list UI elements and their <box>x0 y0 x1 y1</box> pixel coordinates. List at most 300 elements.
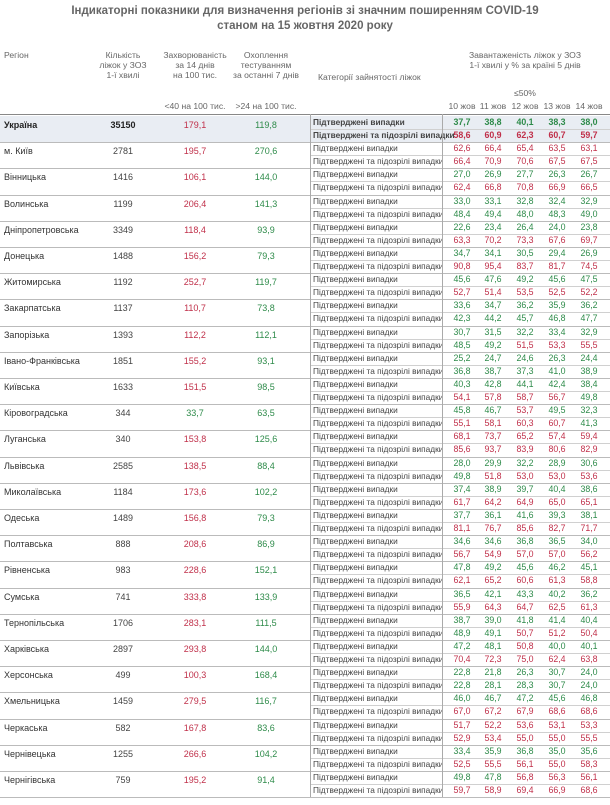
load-confirmed-value: 46,0 <box>453 693 471 704</box>
load-suspected-value: 56,2 <box>580 549 598 560</box>
category-confirmed: Підтверджені випадки <box>313 326 398 337</box>
load-confirmed-value: 38,3 <box>548 117 566 127</box>
load-confirmed-value: 52,2 <box>484 719 502 730</box>
category-confirmed-suspected: Підтверджені та підозрілі випадки <box>313 234 444 245</box>
load-confirmed-value: 37,4 <box>453 483 471 494</box>
incidence-value: 266,6 <box>183 748 207 759</box>
load-suspected-value: 55,5 <box>484 758 502 769</box>
region-name: Вінницька <box>4 172 46 183</box>
load-suspected-value: 81,1 <box>453 523 471 533</box>
load-suspected-value: 82,9 <box>580 444 598 455</box>
category-confirmed-suspected: Підтверджені та підозрілі випадки <box>313 627 444 638</box>
testing-value: 168,4 <box>254 670 278 681</box>
category-confirmed-suspected: Підтверджені та підозрілі випадки <box>313 339 444 350</box>
category-confirmed: Підтверджені випадки <box>313 457 398 468</box>
incidence-value: 106,1 <box>183 172 207 183</box>
region-name: Тернопільська <box>4 617 65 628</box>
testing-value: 73,8 <box>257 303 275 314</box>
load-suspected-value: 51,2 <box>548 627 566 638</box>
load-confirmed-value: 57,4 <box>548 431 566 442</box>
load-confirmed-value: 46,7 <box>484 693 502 704</box>
load-confirmed-value: 39,3 <box>548 510 566 520</box>
incidence-value: 228,6 <box>183 565 207 576</box>
beds-count: 1851 <box>112 355 134 366</box>
load-confirmed-value: 24,4 <box>580 352 598 363</box>
load-confirmed-value: 26,9 <box>580 248 598 258</box>
category-confirmed: Підтверджені випадки <box>313 719 398 730</box>
load-suspected-value: 67,5 <box>548 156 566 167</box>
load-suspected-value: 49,8 <box>580 392 598 402</box>
load-confirmed-value: 28,0 <box>453 457 471 468</box>
category-confirmed-suspected: Підтверджені та підозрілі випадки <box>313 444 444 455</box>
load-confirmed-value: 32,2 <box>516 457 534 468</box>
load-suspected-value: 64,9 <box>516 496 534 507</box>
load-confirmed-value: 30,7 <box>453 326 471 337</box>
load-suspected-value: 60,7 <box>548 130 566 140</box>
header-testing <box>226 50 306 80</box>
load-confirmed-value: 26,3 <box>516 667 534 678</box>
incidence-value: 173,6 <box>183 486 207 497</box>
load-suspected-value: 61,3 <box>548 575 566 586</box>
load-suspected-value: 80,6 <box>548 444 566 455</box>
category-confirmed: Підтверджені випадки <box>313 693 398 704</box>
load-suspected-value: 65,2 <box>484 575 502 586</box>
incidence-value: 138,5 <box>183 460 207 471</box>
category-confirmed-suspected: Підтверджені та підозрілі випадки <box>313 156 444 167</box>
category-confirmed: Підтверджені випадки <box>313 379 398 389</box>
load-confirmed-value: 51,7 <box>453 719 471 730</box>
load-confirmed-value: 38,7 <box>453 614 471 625</box>
load-confirmed-value: 53,7 <box>516 405 534 416</box>
category-confirmed: Підтверджені випадки <box>313 405 398 416</box>
beds-count: 1488 <box>112 251 134 261</box>
testing-value: 119,7 <box>255 277 277 288</box>
load-confirmed-value: 28,9 <box>548 457 566 468</box>
category-confirmed-suspected: Підтверджені та підозрілі випадки <box>313 732 444 743</box>
load-confirmed-value: 36,5 <box>453 588 471 599</box>
load-confirmed-value: 53,3 <box>580 719 598 730</box>
load-confirmed-value: 45,6 <box>548 693 566 704</box>
load-confirmed-value: 47,6 <box>484 274 502 285</box>
load-suspected-value: 55,0 <box>516 732 534 743</box>
testing-value: 111,5 <box>255 617 277 628</box>
load-confirmed-value: 36,8 <box>516 536 534 547</box>
load-confirmed-value: 49,2 <box>484 562 502 573</box>
load-suspected-value: 55,9 <box>453 601 471 612</box>
load-suspected-value: 67,5 <box>580 156 598 167</box>
beds-count: 340 <box>115 434 131 445</box>
beds-count: 1255 <box>112 748 134 759</box>
beds-count: 983 <box>115 565 131 576</box>
load-confirmed-value: 38,1 <box>580 510 598 520</box>
testing-value: 83,6 <box>257 722 275 733</box>
date-header: 14 жов <box>575 101 603 111</box>
load-suspected-value: 28,1 <box>484 680 502 691</box>
header-incidence <box>155 50 235 80</box>
incidence-value: 333,8 <box>183 591 207 602</box>
incidence-value: 208,6 <box>183 539 207 550</box>
load-suspected-value: 52,5 <box>548 287 566 298</box>
region-name: Рівненська <box>4 565 51 576</box>
beds-count: 1192 <box>113 277 133 288</box>
load-suspected-value: 58,7 <box>516 392 534 402</box>
load-confirmed-value: 23,4 <box>484 221 502 232</box>
load-confirmed-value: 34,1 <box>484 248 502 258</box>
load-suspected-value: 56,7 <box>548 392 566 402</box>
load-confirmed-value: 42,4 <box>548 379 566 389</box>
load-suspected-value: 55,1 <box>453 418 471 429</box>
load-suspected-value: 69,4 <box>516 785 534 795</box>
region-name: Київська <box>4 382 40 392</box>
load-suspected-value: 62,4 <box>453 182 471 193</box>
load-confirmed-value: 35,6 <box>580 745 598 756</box>
category-confirmed-suspected: Підтверджені та підозрілі випадки <box>313 418 444 429</box>
testing-value: 133,9 <box>254 591 278 602</box>
load-confirmed-value: 56,8 <box>516 772 534 782</box>
load-suspected-value: 68,6 <box>548 706 566 717</box>
title-line-1: Індикаторні показники для визначення регіонів зі значним поширенням COVID-19 <box>71 5 539 17</box>
load-confirmed-value: 24,6 <box>516 352 534 363</box>
load-confirmed-value: 38,4 <box>580 379 598 389</box>
testing-value: 141,3 <box>254 198 278 209</box>
category-confirmed-suspected: Підтверджені та підозрілі випадки <box>313 785 444 795</box>
load-suspected-value: 83,9 <box>516 444 534 455</box>
load-suspected-value: 73,3 <box>516 234 534 245</box>
incidence-value: 33,7 <box>186 408 204 419</box>
load-suspected-value: 58,8 <box>580 575 598 586</box>
header-testing-line: за останні 7 днів <box>233 70 299 80</box>
beds-count: 2897 <box>112 644 134 654</box>
incidence-value: 195,7 <box>183 146 207 157</box>
category-confirmed: Підтверджені випадки <box>313 300 398 311</box>
load-confirmed-value: 36,2 <box>580 588 598 599</box>
region-name: Волинська <box>4 198 49 209</box>
load-confirmed-value: 46,2 <box>548 562 566 573</box>
incidence-value: 167,8 <box>183 722 207 733</box>
load-suspected-value: 51,8 <box>484 470 502 481</box>
load-suspected-value: 48,5 <box>453 339 471 350</box>
load-confirmed-value: 32,8 <box>516 195 534 206</box>
load-suspected-value: 52,2 <box>580 287 598 298</box>
date-header: 12 жов <box>511 101 539 111</box>
load-suspected-value: 53,0 <box>548 470 566 481</box>
load-confirmed-value: 37,7 <box>453 510 471 520</box>
load-suspected-value: 60,3 <box>516 418 534 429</box>
load-confirmed-value: 27,7 <box>516 169 534 180</box>
category-confirmed-suspected: Підтверджені та підозрілі випадки <box>313 313 444 324</box>
load-suspected-value: 54,9 <box>484 549 502 560</box>
load-suspected-value: 62,4 <box>548 654 566 664</box>
category-confirmed: Підтверджені випадки <box>313 169 398 180</box>
testing-value: 86,9 <box>257 539 275 550</box>
load-suspected-value: 48,9 <box>453 627 471 638</box>
load-suspected-value: 68,6 <box>580 706 598 717</box>
load-suspected-value: 49,1 <box>484 627 502 638</box>
category-confirmed-suspected: Підтверджені та підозрілі випадки <box>313 575 444 586</box>
testing-value: 270,6 <box>254 146 278 157</box>
testing-value: 91,4 <box>257 775 275 785</box>
load-suspected-value: 61,7 <box>453 496 471 507</box>
beds-count: 1199 <box>113 198 133 209</box>
category-confirmed-suspected: Підтверджені та підозрілі випадки <box>313 706 444 717</box>
region-name: Херсонська <box>4 670 53 681</box>
load-suspected-value: 41,3 <box>580 418 598 429</box>
beds-count: 1706 <box>112 617 134 628</box>
incidence-value: 112,2 <box>184 329 206 340</box>
region-name: Полтавська <box>4 539 53 550</box>
region-name: Кіровоградська <box>4 408 68 419</box>
load-confirmed-value: 47,5 <box>580 274 598 285</box>
load-suspected-value: 64,2 <box>484 496 502 507</box>
beds-count: 1416 <box>112 172 134 183</box>
load-confirmed-value: 50,8 <box>516 641 534 651</box>
category-confirmed-suspected: Підтверджені та підозрілі випадки <box>313 523 444 533</box>
region-name: Миколаївська <box>4 486 62 497</box>
load-suspected-value: 53,4 <box>484 732 502 743</box>
beds-count: 1489 <box>112 513 134 523</box>
header-testing-line: тестуванням <box>240 60 292 70</box>
load-suspected-value: 49,8 <box>453 470 471 481</box>
load-suspected-value: 65,0 <box>548 496 566 507</box>
beds-count: 1137 <box>113 303 133 314</box>
header-region: Регіон <box>4 50 29 60</box>
load-suspected-value: 69,7 <box>580 234 598 245</box>
category-confirmed: Підтверджені випадки <box>313 483 398 494</box>
load-suspected-value: 66,4 <box>453 156 471 167</box>
load-suspected-value: 58,3 <box>580 758 598 769</box>
load-suspected-value: 54,1 <box>453 392 471 402</box>
row-divider <box>0 797 610 798</box>
testing-value: 152,1 <box>254 565 278 576</box>
load-suspected-value: 90,8 <box>453 261 471 271</box>
load-confirmed-value: 40,3 <box>453 379 471 389</box>
load-confirmed-value: 40,0 <box>548 641 566 651</box>
header-incidence-line: Захворюваність <box>163 50 227 60</box>
load-confirmed-value: 40,1 <box>580 641 598 651</box>
load-confirmed-value: 26,3 <box>548 169 566 180</box>
beds-count: 499 <box>115 670 131 681</box>
load-suspected-value: 74,5 <box>580 261 598 271</box>
category-confirmed-suspected: Підтверджені та підозрілі випадки <box>313 287 444 298</box>
region-name: Закарпатська <box>4 303 61 314</box>
report-title <box>0 4 610 34</box>
load-suspected-value: 67,2 <box>484 706 502 717</box>
load-suspected-value: 52,9 <box>453 732 471 743</box>
load-confirmed-value: 38,9 <box>484 483 502 494</box>
load-suspected-value: 67,6 <box>548 234 566 245</box>
load-suspected-value: 60,6 <box>516 575 534 586</box>
header-testing-line: Охоплення <box>243 50 289 60</box>
load-suspected-value: 64,3 <box>484 601 502 612</box>
category-confirmed: Підтверджені випадки <box>313 562 398 573</box>
load-suspected-value: 62,1 <box>453 575 471 586</box>
load-suspected-value: 56,7 <box>453 549 471 560</box>
load-suspected-value: 66,5 <box>580 182 598 193</box>
load-suspected-value: 67,0 <box>453 706 471 717</box>
load-suspected-value: 22,8 <box>453 680 471 691</box>
load-confirmed-value: 32,9 <box>580 326 598 337</box>
load-suspected-value: 53,6 <box>580 470 598 481</box>
load-suspected-value: 51,5 <box>516 339 534 350</box>
load-confirmed-value: 43,3 <box>516 588 534 599</box>
category-confirmed-suspected: Підтверджені та підозрілі випадки <box>313 470 444 481</box>
load-confirmed-value: 35,0 <box>548 745 566 756</box>
load-suspected-value: 58,6 <box>453 130 471 140</box>
region-name: Харківська <box>4 644 49 654</box>
load-suspected-value: 61,3 <box>580 601 598 612</box>
category-confirmed: Підтверджені випадки <box>313 274 398 285</box>
category-confirmed-suspected: Підтверджені та підозрілі випадки <box>313 392 444 402</box>
load-suspected-value: 37,3 <box>516 365 534 376</box>
testing-value: 79,3 <box>257 513 275 523</box>
load-confirmed-value: 45,8 <box>453 405 471 416</box>
header-incidence-line: за 14 днів <box>175 60 215 70</box>
load-suspected-value: 62,3 <box>516 130 534 140</box>
testing-value: 98,5 <box>257 382 275 392</box>
category-confirmed-suspected: Підтверджені та підозрілі випадки <box>313 208 444 219</box>
load-confirmed-value: 36,2 <box>580 300 598 311</box>
load-confirmed-value: 62,6 <box>453 143 471 154</box>
load-suspected-value: 49,0 <box>580 208 598 219</box>
load-confirmed-value: 33,4 <box>548 326 566 337</box>
load-confirmed-value: 32,2 <box>516 326 534 337</box>
load-suspected-value: 64,7 <box>516 601 534 612</box>
region-name: Сумська <box>4 591 40 602</box>
category-confirmed-suspected: Підтверджені та підозрілі випадки <box>313 182 444 193</box>
beds-count: 2781 <box>112 146 134 157</box>
load-suspected-value: 48,3 <box>548 208 566 219</box>
region-name: Запорізька <box>4 329 50 340</box>
beds-count: 1393 <box>112 329 134 340</box>
load-confirmed-value: 36,8 <box>516 745 534 756</box>
load-confirmed-value: 33,6 <box>453 300 471 311</box>
testing-value: 112,1 <box>255 329 277 340</box>
load-confirmed-value: 34,7 <box>484 300 502 311</box>
load-suspected-value: 70,2 <box>484 234 502 245</box>
load-confirmed-value: 27,0 <box>453 169 471 180</box>
incidence-value: 195,2 <box>183 775 207 785</box>
load-confirmed-value: 65,2 <box>516 431 534 442</box>
load-confirmed-value: 47,2 <box>516 693 534 704</box>
testing-value: 63,5 <box>257 408 275 419</box>
load-suspected-value: 50,7 <box>516 627 534 638</box>
load-confirmed-value: 53,1 <box>548 719 566 730</box>
load-suspected-value: 50,4 <box>580 627 598 638</box>
beds-count: 35150 <box>110 120 136 130</box>
load-confirmed-value: 33,1 <box>484 195 502 206</box>
incidence-value: 156,8 <box>183 513 207 523</box>
header-categories: Категорії зайнятості ліжок <box>318 72 421 82</box>
load-suspected-value: 24,0 <box>580 680 598 691</box>
load-confirmed-value: 34,6 <box>453 536 471 547</box>
load-suspected-value: 46,8 <box>548 313 566 324</box>
load-confirmed-value: 47,8 <box>453 562 471 573</box>
load-suspected-value: 59,7 <box>580 130 598 140</box>
load-confirmed-value: 32,4 <box>548 195 566 206</box>
load-confirmed-value: 53,6 <box>516 719 534 730</box>
load-suspected-value: 57,0 <box>516 549 534 560</box>
load-confirmed-value: 68,1 <box>453 431 471 442</box>
incidence-value: 283,1 <box>183 617 207 628</box>
load-confirmed-value: 33,4 <box>453 745 471 756</box>
load-confirmed-value: 31,5 <box>484 326 502 337</box>
incidence-value: 155,2 <box>183 355 207 366</box>
load-suspected-value: 30,7 <box>548 680 566 691</box>
load-confirmed-value: 24,0 <box>580 667 598 678</box>
load-confirmed-value: 42,1 <box>484 588 502 599</box>
load-confirmed-value: 36,1 <box>484 510 502 520</box>
load-suspected-value: 44,2 <box>484 313 502 324</box>
load-confirmed-value: 49,8 <box>453 772 471 782</box>
load-suspected-value: 60,9 <box>484 130 502 140</box>
category-confirmed-suspected: Підтверджені та підозрілі випадки <box>313 365 444 376</box>
load-suspected-value: 28,3 <box>516 680 534 691</box>
load-confirmed-value: 26,9 <box>484 169 502 180</box>
load-confirmed-value: 66,4 <box>484 143 502 154</box>
category-confirmed-suspected: Підтверджені та підозрілі випадки <box>313 496 444 507</box>
load-suspected-value: 52,5 <box>453 758 471 769</box>
load-confirmed-value: 26,3 <box>548 352 566 363</box>
load-suspected-value: 57,0 <box>548 549 566 560</box>
testing-value: 93,1 <box>257 355 275 366</box>
category-confirmed: Підтверджені випадки <box>313 117 405 127</box>
load-suspected-value: 36,8 <box>453 365 471 376</box>
load-suspected-value: 60,7 <box>548 418 566 429</box>
load-confirmed-value: 24,0 <box>548 221 566 232</box>
load-confirmed-value: 48,1 <box>484 641 502 651</box>
load-confirmed-value: 32,3 <box>580 405 598 416</box>
testing-value: 88,4 <box>257 460 275 471</box>
category-confirmed: Підтверджені випадки <box>313 667 398 678</box>
load-confirmed-value: 45,6 <box>548 274 566 285</box>
load-confirmed-value: 42,8 <box>484 379 502 389</box>
load-suspected-value: 85,6 <box>453 444 471 455</box>
load-suspected-value: 38,9 <box>580 365 598 376</box>
testing-threshold: >24 на 100 тис. <box>235 101 297 111</box>
date-header: 13 жов <box>543 101 571 111</box>
region-name: Україна <box>4 120 38 130</box>
load-suspected-value: 58,9 <box>484 785 502 795</box>
load-confirmed-value: 29,4 <box>548 248 566 258</box>
load-confirmed-value: 26,4 <box>516 221 534 232</box>
load-suspected-value: 62,5 <box>548 601 566 612</box>
region-name: Одеська <box>4 513 40 523</box>
load-suspected-value: 72,3 <box>484 654 502 664</box>
category-confirmed-suspected: Підтверджені та підозрілі випадки <box>313 758 444 769</box>
incidence-value: 252,7 <box>183 277 207 288</box>
load-suspected-value: 83,7 <box>516 261 534 271</box>
load-suspected-value: 63,8 <box>580 654 598 664</box>
incidence-value: 206,4 <box>183 198 207 209</box>
category-confirmed-suspected: Підтверджені та підозрілі випадки <box>313 680 444 691</box>
beds-count: 1633 <box>112 382 134 392</box>
load-suspected-value: 53,5 <box>516 287 534 298</box>
category-confirmed: Підтверджені випадки <box>313 431 398 442</box>
incidence-value: 279,5 <box>183 696 207 707</box>
category-confirmed-suspected: Підтверджені та підозрілі випадки <box>313 130 455 140</box>
load-confirmed-value: 36,5 <box>548 536 566 547</box>
category-confirmed: Підтверджені випадки <box>313 641 398 651</box>
load-confirmed-value: 45,6 <box>516 562 534 573</box>
load-suspected-value: 56,1 <box>516 758 534 769</box>
testing-value: 93,9 <box>257 224 275 235</box>
load-confirmed-value: 29,9 <box>484 457 502 468</box>
beds-count: 1184 <box>113 486 133 497</box>
load-confirmed-value: 63,5 <box>548 143 566 154</box>
load-suspected-value: 75,0 <box>516 654 534 664</box>
load-suspected-value: 49,2 <box>484 339 502 350</box>
incidence-threshold: <40 на 100 тис. <box>164 101 226 111</box>
